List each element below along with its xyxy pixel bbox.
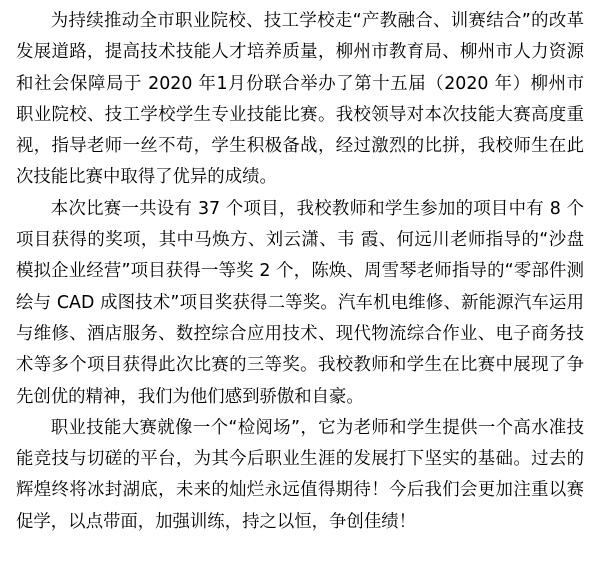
paragraph-2: 本次比赛一共设有 37 个项目，我校教师和学生参加的项目中有 8 个项目获得的奖项，其中马焕方、刘云潇、韦 霞、何远川老师指导的“沙盘模拟企业经营”项目获得一等奖 2 个，陈焕、周雪琴老师指导的“零部件测绘与 CAD 成图技术”项目奖获得二等奖。汽车机电维修、新能源汽车运用与维修、酒店服务、数控综合应用技术、现代物流综合作业、电子商务技术等多个项目获得此次比赛的三等奖。我校教师和学生在比赛中展现了争先创优的精神，我们为他们感到骄傲和自豪。 xyxy=(16,198,584,407)
paragraph-3: 职业技能大赛就像一个“检阅场”，它为老师和学生提供一个高水准技能竞技与切磋的平台，为其今后职业生涯的发展打下坚实的基础。过去的辉煌终将冰封湖底，未来的灿烂永远值得期待！今后我们会更加注重以赛促学，以点带面，加强训练，持之以恒，争创佳绩！ xyxy=(16,417,584,532)
paragraph-1: 为持续推动全市职业院校、技工学校走“产教融合、训赛结合”的改革发展道路，提高技术技能人才培养质量，柳州市教育局、柳州市人力资源和社会保障局于 2020 年1月份联合举办了第十五届（2020 年）柳州市职业院校、技工学校学生专业技能比赛。我校领导对本次技能大赛高度重视，指导老师一丝不苟，学生积极备战，经过激烈的比拼，我校师生在此次技能比赛中取得了优异的成绩。 xyxy=(16,11,584,188)
